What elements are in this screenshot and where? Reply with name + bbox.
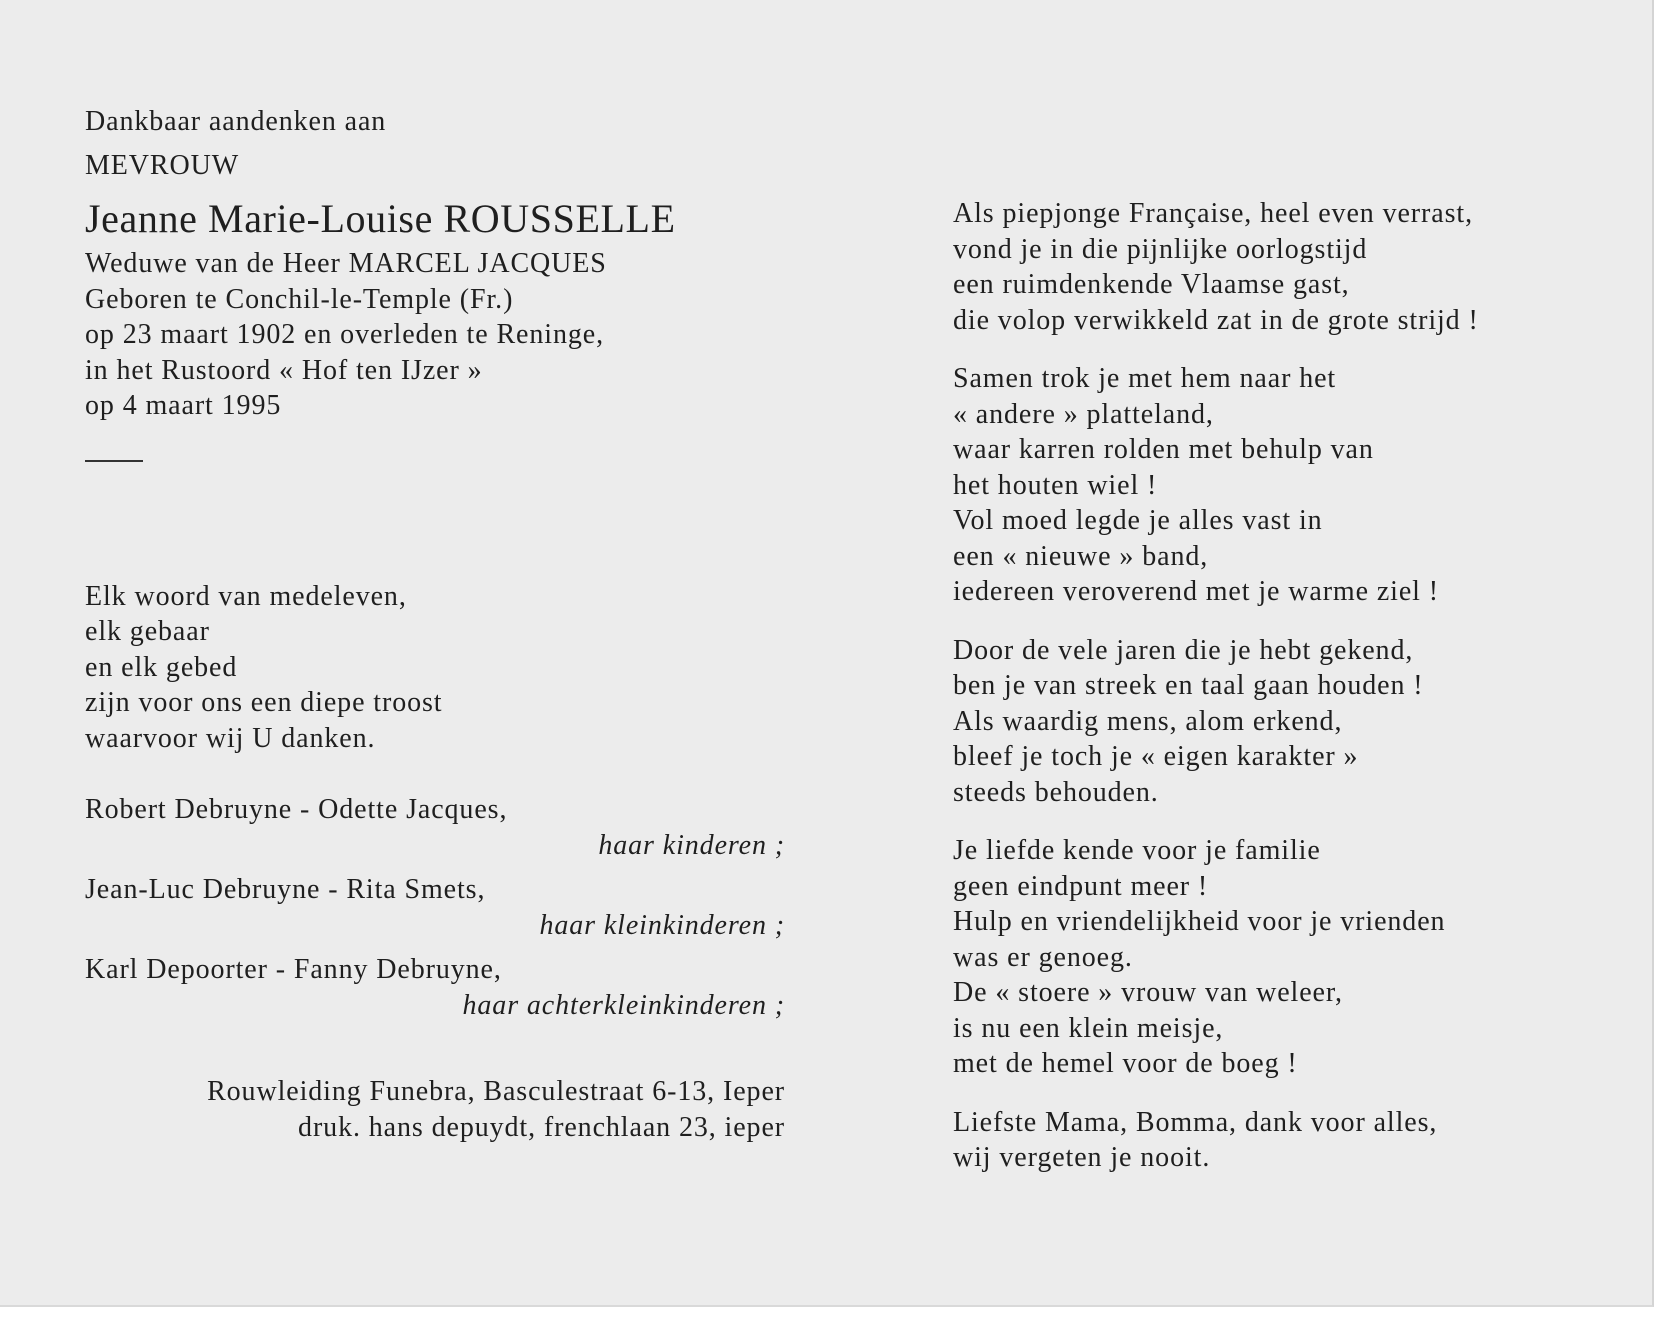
poem-line: Als piepjonge Française, heel even verrast, (953, 198, 1473, 229)
thanks-block (85, 579, 785, 757)
thanks-line: zijn voor ons een diepe troost (85, 687, 443, 718)
divider (85, 460, 143, 462)
left-column (85, 100, 785, 1145)
poem-line: Je liefde kende voor je familie (953, 835, 1321, 866)
detail-line: op 4 maart 1995 (85, 390, 282, 421)
poem-line: met de hemel voor de boeg ! (953, 1048, 1298, 1079)
poem-line: vond je in die pijnlijke oorlogstijd (953, 233, 1368, 265)
poem-line: waar karren rolden met behulp van (953, 434, 1374, 465)
poem-line: bleef je toch je « eigen karakter » (953, 741, 1359, 772)
printer-line: druk. hans depuydt, frenchlaan 23, ieper (298, 1111, 785, 1143)
intro-text: Dankbaar aandenken aan (85, 106, 387, 137)
poem-stanza (953, 196, 1593, 338)
poem-line: steeds behouden. (953, 776, 1159, 808)
printer-block (85, 1074, 785, 1145)
funeral-home-line: Rouwleiding Funebra, Basculestraat 6-13, Ieper (207, 1076, 785, 1107)
poem-stanza (953, 361, 1593, 610)
detail-line: op 23 maart 1902 en overleden te Reninge, (85, 319, 604, 350)
poem-line: ben je van streek en taal gaan houden ! (953, 670, 1424, 701)
poem-line: wij vergeten je nooit. (953, 1142, 1211, 1173)
poem-line: De « stoere » vrouw van weleer, (953, 977, 1343, 1008)
detail-line: Weduwe van de Heer MARCEL JACQUES (85, 248, 607, 279)
poem-stanza (953, 833, 1593, 1082)
family-role: haar achterkleinkinderen ; (462, 990, 785, 1021)
family-block (85, 792, 785, 1024)
poem-line: Door de vele jaren die je hebt gekend, (953, 634, 1414, 666)
thanks-line: elk gebaar (85, 616, 210, 647)
poem-line: iedereen veroverend met je warme ziel ! (953, 576, 1439, 607)
poem-column (953, 196, 1593, 1199)
thanks-line: en elk gebed (85, 651, 238, 683)
poem-line: die volop verwikkeld zat in de grote strijd ! (953, 304, 1479, 336)
poem-line: Samen trok je met hem naar het (953, 363, 1337, 394)
family-role: haar kleinkinderen ; (539, 910, 785, 941)
poem-line: een « nieuwe » band, (953, 540, 1209, 572)
detail-line: in het Rustoord « Hof ten IJzer » (85, 354, 483, 386)
poem-stanza (953, 1105, 1593, 1176)
poem-line: Vol moed legde je alles vast in (953, 505, 1323, 536)
family-names: Robert Debruyne - Odette Jacques, (85, 794, 508, 825)
poem-line: was er genoeg. (953, 941, 1133, 973)
family-role: haar kinderen ; (598, 830, 785, 861)
family-names: Karl Depoorter - Fanny Debruyne, (85, 954, 502, 985)
detail-line: Geboren te Conchil-le-Temple (Fr.) (85, 283, 514, 315)
title-text: MEVROUW (85, 150, 240, 181)
poem-line: het houten wiel ! (953, 469, 1158, 501)
poem-line: « andere » platteland, (953, 398, 1214, 430)
thanks-line: waarvoor wij U danken. (85, 722, 376, 754)
poem-stanza (953, 633, 1593, 811)
thanks-line: Elk woord van medeleven, (85, 580, 407, 612)
poem-line: geen eindpunt meer ! (953, 870, 1209, 902)
poem-line: Hulp en vriendelijkheid voor je vrienden (953, 906, 1446, 937)
poem-line: Liefste Mama, Bomma, dank voor alles, (953, 1106, 1438, 1138)
poem-line: Als waardig mens, alom erkend, (953, 705, 1343, 737)
family-names: Jean-Luc Debruyne - Rita Smets, (85, 874, 486, 905)
deceased-name: Jeanne Marie-Louise ROUSSELLE (85, 196, 676, 241)
poem-line: een ruimdenkende Vlaamse gast, (953, 269, 1350, 300)
details-block (85, 246, 785, 424)
poem-line: is nu een klein meisje, (953, 1012, 1224, 1044)
